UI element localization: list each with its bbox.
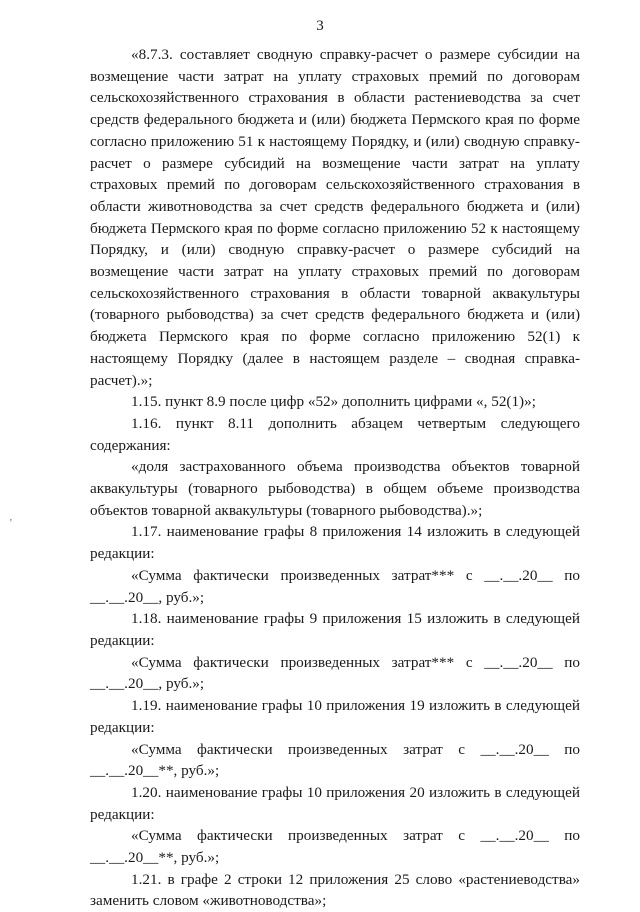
document-body (90, 44, 580, 912)
paragraph-1-18: 1.18. наименование графы 9 приложения 15 изложить в следующей редакции: (90, 610, 580, 649)
paragraph-1-19-text: «Сумма фактически произведенных затрат с __.__.20__ по __.__.20__**, руб.»; (90, 740, 580, 780)
page-number: 3 (316, 18, 324, 34)
paragraph-1-20-text: «Сумма фактически произведенных затрат с __.__.20__ по __.__.20__**, руб.»; (90, 827, 580, 867)
paragraph-1-17-text: «Сумма фактически произведенных затрат*** с __.__.20__ по __.__.20__, руб.»; (90, 566, 580, 606)
paragraph-1-19: 1.19. наименование графы 10 приложения 19 изложить в следующей редакции: (90, 697, 580, 736)
paragraph-1-16-text: «доля застрахованного объема производства объектов товарной аквакультуры (товарного рыбоводства) в общем объеме производства объектов товарной аквакультуры (товарного рыбоводства).»; (90, 458, 580, 519)
paragraph-1-20: 1.20. наименование графы 10 приложения 20 изложить в следующей редакции: (90, 783, 580, 823)
paragraph-1-17: 1.17. наименование графы 8 приложения 14 изложить в следующей редакции: (90, 523, 580, 563)
paragraph-1-16: 1.16. пункт 8.11 дополнить абзацем четвертым следующего содержания: (90, 414, 580, 454)
paragraph-1-21: 1.21. в графе 2 строки 12 приложения 25 слово «растениеводства» заменить словом «животноводства»; (90, 870, 580, 910)
paragraph-1-18-text: «Сумма фактически произведенных затрат*** с __.__.20__ по __.__.20__, руб.»; (90, 653, 580, 693)
paragraph-1-15: 1.15. пункт 8.9 после цифр «52» дополнить цифрами «, 52(1)»; (131, 393, 536, 411)
paragraph-8-7-3: «8.7.3. составляет сводную справку-расчет о размере субсидии на возмещение части затрат на уплату страховых премий по договорам сельскохозяйственного страхования в области растениеводства за счет средств федерального бюджета и (или) бюджета Пермского края по форме согласно приложению 51 к настоящему Порядку, и (или) сводную справку-расчет о размере субсидий на возмещение части затрат на уплату страховых премий по договорам сельскохозяйственного страхования в области животноводства за счет средств федерального бюджета и (или) бюджета Пермского края по форме согласно приложению 52 к настоящему Порядку, и (или) сводную справку-расчет о размере субсидий на возмещение части затрат на уплату страховых премий по договорам сельскохозяйственного страхования в области товарной аквакультуры (товарного рыбоводства) за счет средств федерального бюджета и (или) бюджета Пермского края по форме согласно приложению 52(1) к настоящему Порядку (далее в настоящем разделе – сводная справка-расчет).»; (90, 46, 580, 389)
scan-mark: ' (10, 518, 12, 529)
